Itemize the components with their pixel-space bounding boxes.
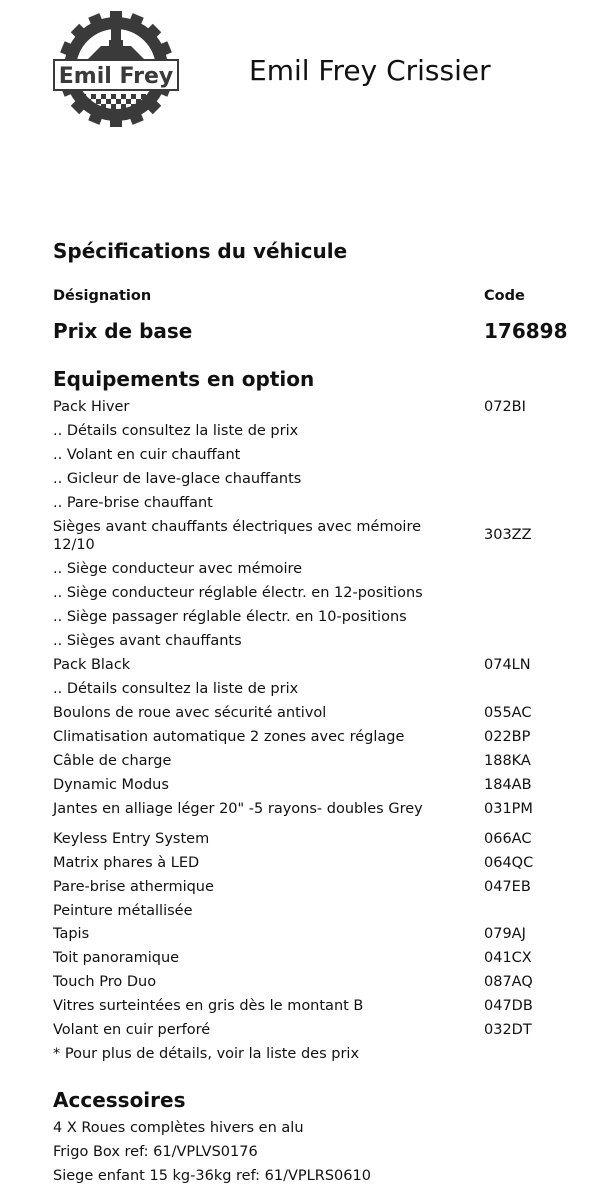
option-name: .. Sièges avant chauffants [53, 633, 242, 649]
options-footnote: * Pour plus de détails, voir la liste des prix [53, 1046, 360, 1062]
option-name: Volant en cuir perforé [53, 1022, 211, 1038]
accessory-item: Frigo Box ref: 61/VPLVS0176 [53, 1144, 258, 1160]
option-name: Pack Black [53, 657, 131, 673]
option-name: Peinture métallisée [53, 903, 193, 919]
option-name: .. Détails consultez la liste de prix [53, 423, 299, 439]
option-name: .. Siège conducteur réglable électr. en 12-positions [53, 585, 423, 601]
option-name: Jantes en alliage léger 20" -5 rayons- doubles Grey [53, 801, 423, 817]
column-header-code: Code [484, 288, 525, 304]
option-code: 047DB [484, 998, 533, 1014]
option-code: 032DT [484, 1022, 532, 1038]
option-name: Pare-brise athermique [53, 879, 214, 895]
option-name: .. Pare-brise chauffant [53, 495, 213, 511]
option-code: 022BP [484, 729, 531, 745]
option-name: .. Détails consultez la liste de prix [53, 681, 299, 697]
logo-text: Emil Frey [58, 64, 174, 89]
base-price-code: 176898 [484, 319, 568, 343]
option-code: 079AJ [484, 926, 526, 942]
option-code: 066AC [484, 831, 532, 847]
options-section-title: Equipements en option [53, 367, 315, 391]
option-code: 303ZZ [484, 527, 532, 543]
accessory-item: 4 X Roues complètes hivers en alu [53, 1120, 304, 1136]
option-name: .. Siège passager réglable électr. en 10-positions [53, 609, 407, 625]
option-name: Keyless Entry System [53, 831, 210, 847]
option-name: Toit panoramique [53, 950, 180, 966]
spec-title: Spécifications du véhicule [53, 239, 348, 263]
option-name: Climatisation automatique 2 zones avec réglage [53, 729, 405, 745]
option-code: 041CX [484, 950, 532, 966]
option-name: Pack Hiver [53, 399, 130, 415]
accessories-section-title: Accessoires [53, 1088, 186, 1112]
accessory-item: Siege enfant 15 kg-36kg ref: 61/VPLRS0610 [53, 1168, 371, 1184]
option-name: Dynamic Modus [53, 777, 169, 793]
option-name: .. Gicleur de lave-glace chauffants [53, 471, 302, 487]
option-name: Sièges avant chauffants électriques avec mémoire 12/10 [53, 519, 422, 553]
base-price-label: Prix de base [53, 319, 193, 343]
option-code: 055AC [484, 705, 532, 721]
option-name: Vitres surteintées en gris dès le montant B [53, 998, 364, 1014]
option-name: Boulons de roue avec sécurité antivol [53, 705, 327, 721]
option-code: 031PM [484, 801, 533, 817]
option-code: 072BI [484, 399, 526, 415]
column-header-designation: Désignation [53, 288, 152, 304]
option-name: Touch Pro Duo [53, 974, 157, 990]
option-code: 047EB [484, 879, 531, 895]
option-name: .. Volant en cuir chauffant [53, 447, 241, 463]
option-code: 184AB [484, 777, 532, 793]
option-name: Câble de charge [53, 753, 172, 769]
option-code: 074LN [484, 657, 531, 673]
option-code: 188KA [484, 753, 531, 769]
option-code: 064QC [484, 855, 534, 871]
option-name: .. Siège conducteur avec mémoire [53, 561, 303, 577]
option-name: Tapis [53, 926, 90, 942]
dealer-name: Emil Frey Crissier [249, 54, 491, 87]
option-code: 087AQ [484, 974, 533, 990]
option-name: Matrix phares à LED [53, 855, 200, 871]
